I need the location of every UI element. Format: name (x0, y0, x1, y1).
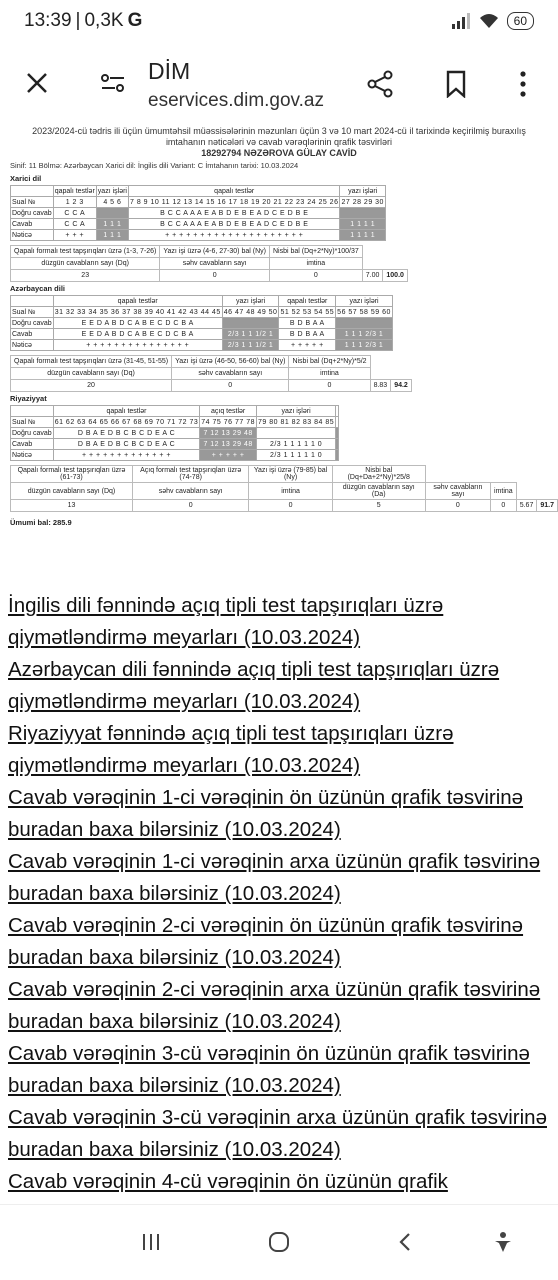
summary-header: Qapalı formalı test tapşırıqları üzrə (1-3, 7-26) (11, 246, 160, 258)
cell-group: 2/3 1 1 1/2 1 (222, 329, 279, 340)
cell-group (96, 208, 128, 219)
group-header: yazı işləri (256, 406, 335, 417)
summary-header: Yazı işi üzrə (46-50, 56-60) bal (Ny) (172, 356, 289, 368)
cell-group: + + + + + + + + + + + + + + + + + + + + (128, 230, 339, 241)
cell-group (336, 439, 339, 450)
accessibility-icon[interactable] (488, 1227, 518, 1257)
summary-value: 0 (249, 500, 332, 512)
group-header: yazı işləri (340, 186, 385, 197)
group-header (11, 296, 54, 307)
results-header: 2023/2024-cü tədris ili üçün ümumtəhsil müəssisələrinin məzunları üçün 3 və 10 mart 2024-cü il tarixində keçirilmiş buraxılış imtahanın nəticələri və cavab vərəqlərinin qrafik təsvirləri 18292794 NƏZƏROVA GÜLAY CAVİD (0, 124, 558, 159)
status-time: 13:39 (24, 10, 72, 31)
table-row (11, 307, 393, 318)
row-label: Nəticə (11, 450, 54, 461)
cell-group: 7 12 13 29 48 (200, 439, 257, 450)
cell-group: B C C A A A E A B D E B E A D C E D B E (128, 208, 339, 219)
row-label: Sual № (11, 307, 54, 318)
cell-group: C C A (53, 219, 96, 230)
bookmark-icon[interactable] (438, 66, 474, 102)
link-sheet1-back[interactable]: Cavab vərəqinin 1-ci vərəqinin arxa üzünün qrafik təsvirinə buradan baxa bilərsiniz (10.03.2024) (8, 850, 541, 905)
cell-group: 4 5 6 (96, 197, 128, 208)
table-row (11, 417, 339, 428)
summary-value: 5 (332, 500, 425, 512)
summary-subheader: imtina (289, 368, 370, 380)
summary-value: 94.2 (391, 380, 412, 392)
table-row (11, 428, 339, 439)
row-label: Cavab (11, 329, 54, 340)
section-title: Azərbaycan dili (10, 284, 66, 293)
link-english-criteria[interactable]: İngilis dili fənnində açıq tipli test tapşırıqları üzrə qiymətləndirmə meyarları (10.03.2024) (8, 594, 444, 649)
group-header: qapalı testlər (53, 406, 200, 417)
cell-group: B D B A A (279, 318, 336, 329)
cell-group: 1 1 1 (96, 219, 128, 230)
group-header: yazı işləri (97, 187, 127, 195)
cell-group (222, 318, 279, 329)
summary-value: 0 (289, 380, 370, 392)
wifi-icon (479, 13, 499, 29)
cell-group: E E D A B D C A B E C D C B A (53, 318, 222, 329)
cell-group: C C A (53, 208, 96, 219)
summary-value: 0 (491, 500, 517, 512)
link-math-criteria[interactable]: Riyaziyyat fənnində açıq tipli test tapşırıqları üzrə qiymətləndirmə meyarları (10.03.2024) (8, 722, 454, 777)
group-header (11, 186, 54, 197)
summary-header: Qapalı formalı test tapşırıqları üzrə (31-45, 51-55) (11, 356, 172, 368)
recent-apps-icon[interactable] (136, 1227, 166, 1257)
exam-meta: Sinif: 11 Bölmə: Azərbaycan Xarici dil: İngilis dili Variant: C İmtahanın tarixi: 10.03.2024 (10, 161, 299, 170)
close-icon[interactable] (20, 66, 54, 100)
link-sheet3-front[interactable]: Cavab vərəqinin 3-cü vərəqinin ön üzünün qrafik təsvirinə buradan baxa bilərsiniz (10.03.2024) (8, 1042, 530, 1097)
group-header: yazı işləri (222, 296, 279, 307)
signal-icon (451, 13, 471, 29)
summary-value: 0 (425, 500, 490, 512)
link-sheet2-back[interactable]: Cavab vərəqinin 2-ci vərəqinin arxa üzünün qrafik təsvirinə buradan baxa bilərsiniz (10.03.2024) (8, 978, 541, 1033)
row-label: Nəticə (11, 340, 54, 351)
back-icon[interactable] (390, 1227, 420, 1257)
cell-group: 79 80 81 82 83 84 85 (257, 418, 335, 426)
student-name: 18292794 NƏZƏROVA GÜLAY CAVİD (201, 148, 357, 158)
table-row (11, 329, 393, 340)
summary-subheader: imtina (269, 258, 362, 270)
link-azerbaijani-criteria[interactable]: Azərbaycan dili fənnində açıq tipli test tapşırıqları üzrə qiymətləndirmə meyarları (10.03.2024) (8, 658, 500, 713)
summary-subheader: səhv cavabların sayı (132, 483, 248, 500)
summary-value: 0 (132, 500, 248, 512)
page-url[interactable]: eservices.dim.gov.az (148, 90, 324, 111)
cell-group (336, 417, 339, 428)
summary-subheader: səhv cavabların sayı (425, 483, 490, 500)
cell-group: 2/3 1 1 1/2 1 (222, 340, 279, 351)
summary-header: Yazı işi üzrə (4-6, 27-30) bal (Ny) (160, 246, 270, 258)
cell-group: 46 47 48 49 50 (223, 308, 278, 316)
cell-group: 61 62 63 64 65 66 67 68 69 70 71 72 73 (54, 418, 199, 426)
table-row (11, 208, 386, 219)
cell-group: + + + + + + + + + + + + + + + (53, 340, 222, 351)
row-label: Sual № (11, 197, 54, 208)
table-row (11, 230, 386, 241)
answers-table (10, 405, 339, 461)
summary-value: 8.83 (370, 380, 391, 392)
summary-value: 7.00 (362, 270, 383, 282)
cell-group: 31 32 33 34 35 36 37 38 39 40 41 42 43 44 45 (54, 308, 221, 316)
link-sheet1-front[interactable]: Cavab vərəqinin 1-ci vərəqinin ön üzünün qrafik təsvirinə buradan baxa bilərsiniz (10.03.2024) (8, 786, 524, 841)
summary-value: 0 (269, 270, 362, 282)
home-icon[interactable] (264, 1227, 294, 1257)
summary-subheader: düzgün cavabların sayı (Dq) (11, 368, 172, 380)
cell-group (336, 428, 339, 439)
cell-group: D B A E D B C B C D E A C (53, 439, 200, 450)
summary-value: 5.67 (516, 500, 537, 512)
table-row (11, 340, 393, 351)
summary-header: Yazı işi üzrə (79-85) bal (Ny) (249, 466, 332, 483)
table-row (11, 450, 339, 461)
cell-group: 56 57 58 59 60 (337, 308, 391, 316)
summary-header: Nisbi bal (Dq+2*Ny)*100/37 (269, 246, 362, 258)
summary-table (10, 355, 412, 392)
summary-value: 0 (160, 270, 270, 282)
summary-table (10, 465, 558, 512)
cell-group: 1 1 1 2/3 1 (336, 340, 393, 351)
row-label: Doğru cavab (12, 429, 52, 437)
cell-group (256, 428, 335, 439)
table-row (11, 219, 386, 230)
total-score: Ümumi bal: 285.9 (10, 518, 72, 527)
cell-group: 1 1 1 1 (340, 219, 385, 230)
summary-subheader: imtina (491, 483, 517, 500)
summary-value: 100.0 (383, 270, 408, 282)
row-label: Cavab (11, 439, 54, 450)
site-settings-icon[interactable] (96, 66, 130, 100)
cell-group: 7 8 9 10 11 12 13 14 15 16 17 18 19 20 21 22 23 24 25 26 (129, 198, 339, 206)
summary-header: Açıq formalı test tapşırıqları üzrə (74-78) (132, 466, 248, 483)
cell-group: 2/3 1 1 1 1 1 0 (256, 439, 335, 450)
link-sheet3-back[interactable]: Cavab vərəqinin 3-cü vərəqinin arxa üzünün qrafik təsvirinə buradan baxa bilərsiniz (10.03.2024) (8, 1106, 547, 1161)
row-label: Doğru cavab (12, 319, 52, 327)
summary-subheader: düzgün cavabların sayı (Dq) (11, 483, 133, 500)
cell-group: 27 28 29 30 (341, 198, 384, 206)
summary-subheader: düzgün cavabların sayı (Dq) (11, 258, 160, 270)
more-menu-icon[interactable] (508, 66, 538, 102)
cell-group: 51 52 53 54 55 (280, 308, 335, 316)
cell-group: 1 1 1 1 (340, 230, 385, 241)
cell-group: 1 2 3 (53, 197, 96, 208)
status-bar: 13:39 | 0,3K G 60 (0, 0, 558, 42)
system-nav-bar (0, 1204, 558, 1280)
cell-group: + + + (53, 230, 96, 241)
network-g-icon: G (127, 10, 143, 31)
cell-group: E E D A B D C A B E C D C B A (53, 329, 222, 340)
cell-group: D B A E D B C B C D E A C (53, 428, 200, 439)
summary-header: Qapalı formalı test tapşırıqları üzrə (61-73) (11, 466, 133, 483)
group-header: qapalı testlər (279, 296, 336, 307)
status-data: 0,3K (84, 10, 124, 31)
group-header: qapalı testlər (53, 296, 222, 307)
group-header (336, 406, 339, 417)
sections (0, 172, 558, 512)
summary-value: 0 (172, 380, 289, 392)
summary-header: Nisbi bal (Dq+Da+2*Ny)*25/8 (332, 466, 425, 483)
cell-group: B C C A A A E A B D E B E A D C E D B E (128, 219, 339, 230)
link-sheet4-front[interactable]: Cavab vərəqinin 4-cü vərəqinin ön üzünün qrafik (8, 1170, 448, 1193)
summary-subheader: səhv cavabların sayı (160, 258, 270, 270)
group-header (11, 406, 54, 417)
summary-table (10, 245, 408, 282)
cell-group: 1 1 1 2/3 1 (336, 329, 393, 340)
group-header: qapalı testlər (54, 187, 95, 195)
cell-group: 7 12 13 29 48 (200, 428, 257, 439)
summary-subheader: imtina (249, 483, 332, 500)
section-title: Xarici dil (10, 174, 42, 183)
cell-group: + + + + + (200, 450, 257, 461)
row-label: Sual № (11, 417, 54, 428)
section-0 (0, 172, 558, 282)
row-label: Nəticə (11, 230, 54, 241)
summary-value: 91.7 (537, 500, 558, 512)
summary-subheader: düzgün cavabların sayı (Da) (332, 483, 425, 500)
cell-group: 74 75 76 77 78 (201, 418, 255, 426)
section-1 (0, 282, 558, 392)
summary-value: 23 (11, 270, 160, 282)
share-icon[interactable] (362, 66, 398, 102)
cell-group: + + + + + + + + + + + + + (53, 450, 200, 461)
group-header: yazı işləri (336, 296, 393, 307)
battery-icon: 60 (507, 12, 534, 30)
cell-group (340, 208, 385, 219)
links-list (8, 590, 548, 1198)
row-label: Cavab (11, 219, 54, 230)
answers-table (10, 295, 393, 351)
summary-subheader: səhv cavabların sayı (172, 368, 289, 380)
page-title: DİM (148, 58, 191, 84)
link-sheet2-front[interactable]: Cavab vərəqinin 2-ci vərəqinin ön üzünün qrafik təsvirinə buradan baxa bilərsiniz (10.03.2024) (8, 914, 524, 969)
summary-header: Nisbi bal (Dq+2*Ny)*5/2 (289, 356, 370, 368)
summary-value: 20 (11, 380, 172, 392)
row-label: Doğru cavab (12, 209, 52, 217)
section-title: Riyaziyyat (10, 394, 47, 403)
table-row (11, 197, 386, 208)
group-header: qapalı testlər (128, 186, 339, 197)
cell-group (336, 318, 393, 329)
cell-group: B D B A A (279, 329, 336, 340)
summary-value: 13 (11, 500, 133, 512)
group-header: açıq testlər (200, 406, 257, 417)
table-row (11, 318, 393, 329)
cell-group (336, 450, 339, 461)
table-row (11, 439, 339, 450)
section-2 (0, 392, 558, 512)
cell-group: 1 1 1 (96, 230, 128, 241)
cell-group: + + + + + (279, 340, 336, 351)
cell-group: 2/3 1 1 1 1 1 0 (256, 450, 335, 461)
answers-table (10, 185, 386, 241)
